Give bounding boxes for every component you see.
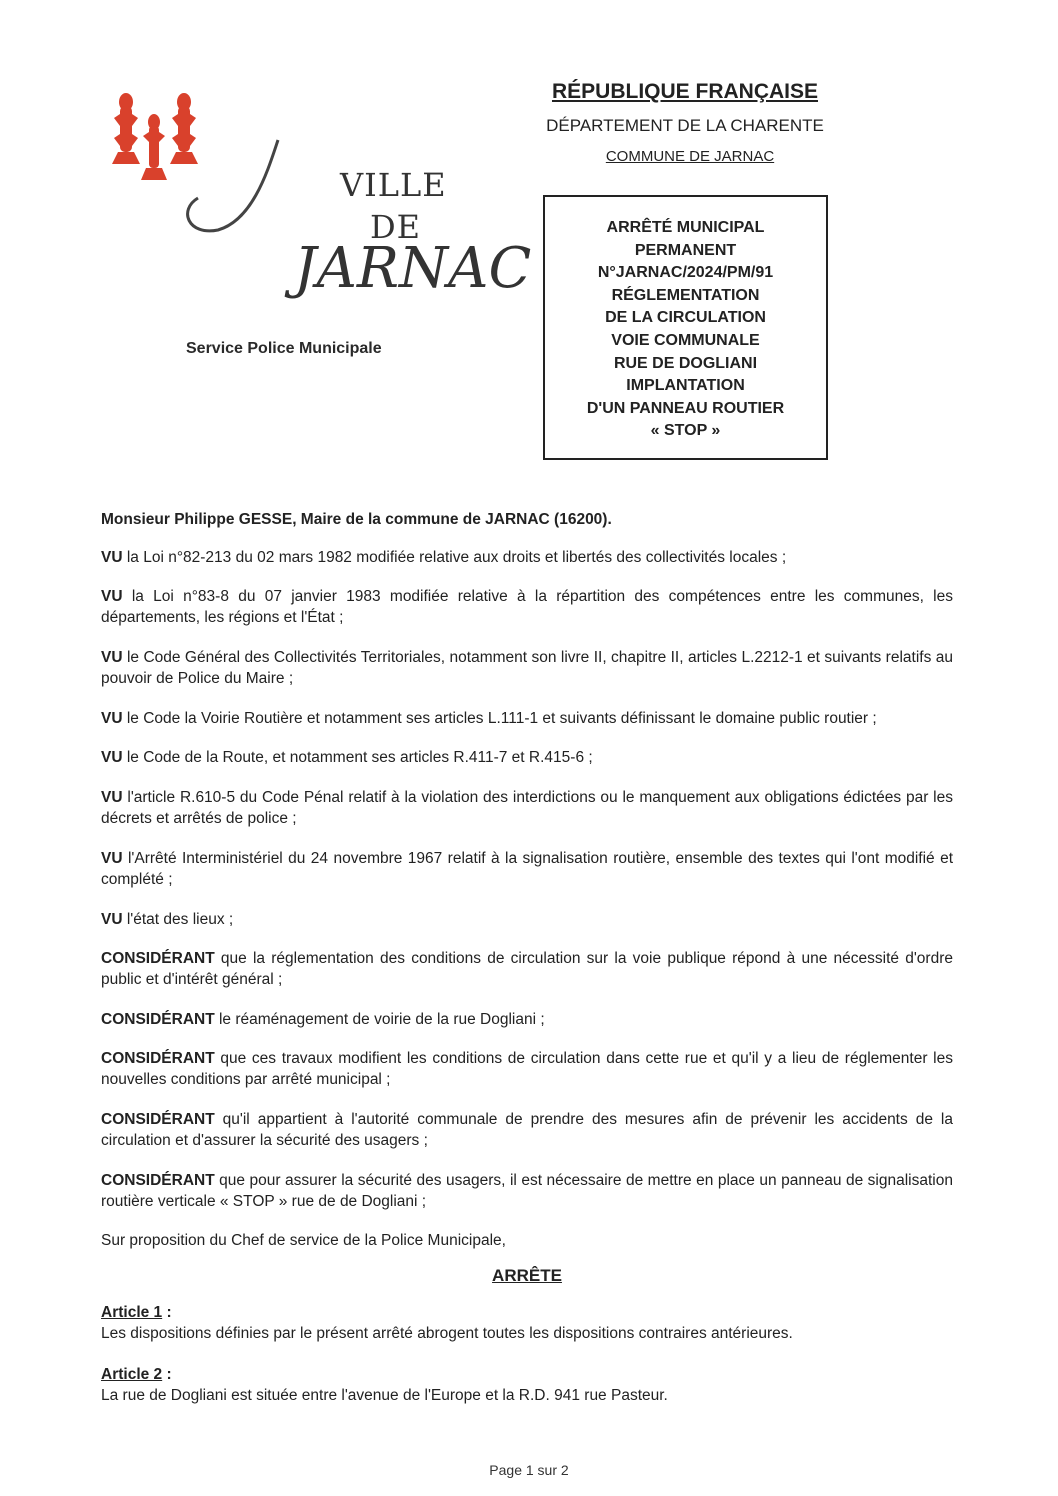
arrete-box-line: DE LA CIRCULATION (605, 309, 766, 327)
paragraph-text: l'Arrêté Interministériel du 24 novembre 1967 relatif à la signalisation routière, ensemble des textes qui l'ont modifié et complété ; (101, 850, 953, 888)
logo-text-ville: VILLE (340, 166, 447, 204)
considerant-paragraph (101, 948, 953, 990)
paragraph-keyword: VU (101, 850, 123, 867)
vu-paragraph (101, 787, 953, 829)
republique-heading: RÉPUBLIQUE FRANÇAISE (551, 80, 819, 103)
arrete-box-line: VOIE COMMUNALE (611, 331, 760, 349)
ville-de-jarnac-logo (108, 80, 532, 301)
vu-paragraph (101, 547, 953, 568)
article-title: Article 1 (101, 1304, 163, 1321)
paragraph-text: le Code de la Route, et notamment ses articles R.411-7 et R.415-6 ; (122, 749, 593, 766)
vu-paragraph (101, 747, 953, 768)
paragraph-text: qu'il appartient à l'autorité communale de prendre des mesures afin de prévenir les accidents de la circulation et d'assurer la sécurité des usagers ; (101, 1111, 953, 1149)
proposition-paragraph (101, 1230, 953, 1251)
service-label: Service Police Municipale (186, 340, 382, 357)
arrete-box-line: IMPLANTATION (626, 377, 745, 395)
vu-paragraph (101, 848, 953, 890)
paragraph-text: que ces travaux modifient les conditions de circulation dans cette rue et qu'il y a lieu de réglementer les nouvelles conditions par arrêté municipal ; (101, 1050, 953, 1088)
paragraph-text: que pour assurer la sécurité des usagers, il est nécessaire de mettre en place un panneau de signalisation routière verticale « STOP » rue de de Dogliani ; (101, 1172, 953, 1210)
vu-paragraph (101, 647, 953, 689)
article-heading (101, 1364, 953, 1385)
article-text: Les dispositions définies par le présent arrêté abrogent toutes les dispositions contraires antérieures. (101, 1325, 793, 1342)
jarnac-script-flourish-icon (158, 80, 298, 240)
arrete-heading: ARRÊTE (492, 1266, 562, 1285)
paragraph-keyword: CONSIDÉRANT (101, 950, 215, 967)
arrete-box-line: N°JARNAC/2024/PM/91 (597, 264, 774, 282)
arrete-box-line: « STOP » (650, 422, 721, 440)
paragraph-text: l'état des lieux ; (122, 911, 234, 928)
paragraph-keyword: CONSIDÉRANT (101, 1111, 215, 1128)
vu-paragraph (101, 586, 953, 628)
considerant-paragraph (101, 1009, 953, 1030)
article-title: Article 2 (101, 1366, 163, 1383)
paragraph-text: Sur proposition du Chef de service de la Police Municipale, (101, 1232, 506, 1249)
departement-heading: DÉPARTEMENT DE LA CHARENTE (546, 116, 824, 135)
paragraph-text: la Loi n°83-8 du 07 janvier 1983 modifiée relative à la répartition des compétences entre les communes, les départements, les régions et l'État ; (101, 588, 953, 626)
paragraph-keyword: VU (101, 549, 123, 566)
paragraph-keyword: VU (101, 789, 123, 806)
intro-paragraph: Monsieur Philippe GESSE, Maire de la commune de JARNAC (16200). (101, 511, 612, 528)
arrete-box-line: D'UN PANNEAU ROUTIER (586, 399, 785, 417)
paragraph-keyword: CONSIDÉRANT (101, 1050, 215, 1067)
vu-paragraph (101, 708, 953, 729)
paragraph-text: le Code Général des Collectivités Territoriales, notamment son livre II, chapitre II, articles L.2212-1 et suivants relatifs au pouvoir de Police du Maire ; (101, 649, 953, 687)
logo-text-jarnac: JARNAC (294, 236, 532, 301)
considerant-paragraph (101, 1048, 953, 1090)
paragraph-keyword: CONSIDÉRANT (101, 1172, 215, 1189)
document-body (101, 509, 953, 1406)
arrete-box-line: ARRÊTÉ MUNICIPAL (606, 219, 765, 236)
article-heading (101, 1302, 953, 1323)
vu-paragraph (101, 909, 953, 930)
paragraph-keyword: VU (101, 749, 123, 766)
considerant-paragraph (101, 1170, 953, 1212)
paragraph-text: le Code la Voirie Routière et notamment ses articles L.111-1 et suivants définissant le domaine public routier ; (122, 710, 877, 727)
paragraph-text: l'article R.610-5 du Code Pénal relatif à la violation des interdictions ou le manquement aux obligations édictées par les décrets et arrêtés de police ; (101, 789, 953, 827)
paragraph-keyword: VU (101, 911, 123, 928)
paragraph-text: que la réglementation des conditions de circulation sur la voie publique répond à une nécessité d'ordre public et d'intérêt général ; (101, 950, 953, 988)
paragraph-keyword: CONSIDÉRANT (101, 1011, 215, 1028)
article-text: La rue de Dogliani est située entre l'avenue de l'Europe et la R.D. 941 rue Pasteur. (101, 1387, 668, 1404)
paragraph-keyword: VU (101, 588, 123, 605)
logo-text-de: DE (370, 208, 422, 246)
considerant-paragraph (101, 1109, 953, 1151)
page-number: Page 1 sur 2 (489, 1462, 569, 1478)
commune-heading: COMMUNE DE JARNAC (605, 148, 775, 165)
paragraph-text: la Loi n°82-213 du 02 mars 1982 modifiée relative aux droits et libertés des collectivités locales ; (122, 549, 787, 566)
arrete-box-line: PERMANENT (634, 241, 737, 259)
arrete-box-line: RUE DE DOGLIANI (613, 354, 758, 372)
paragraph-keyword: VU (101, 710, 123, 727)
article-colon: : (162, 1304, 172, 1321)
article-colon: : (162, 1366, 172, 1383)
arrete-box-line: RÉGLEMENTATION (611, 286, 760, 304)
paragraph-text: le réaménagement de voirie de la rue Dogliani ; (214, 1011, 545, 1028)
arrete-reference-box (543, 195, 828, 460)
paragraph-keyword: VU (101, 649, 123, 666)
